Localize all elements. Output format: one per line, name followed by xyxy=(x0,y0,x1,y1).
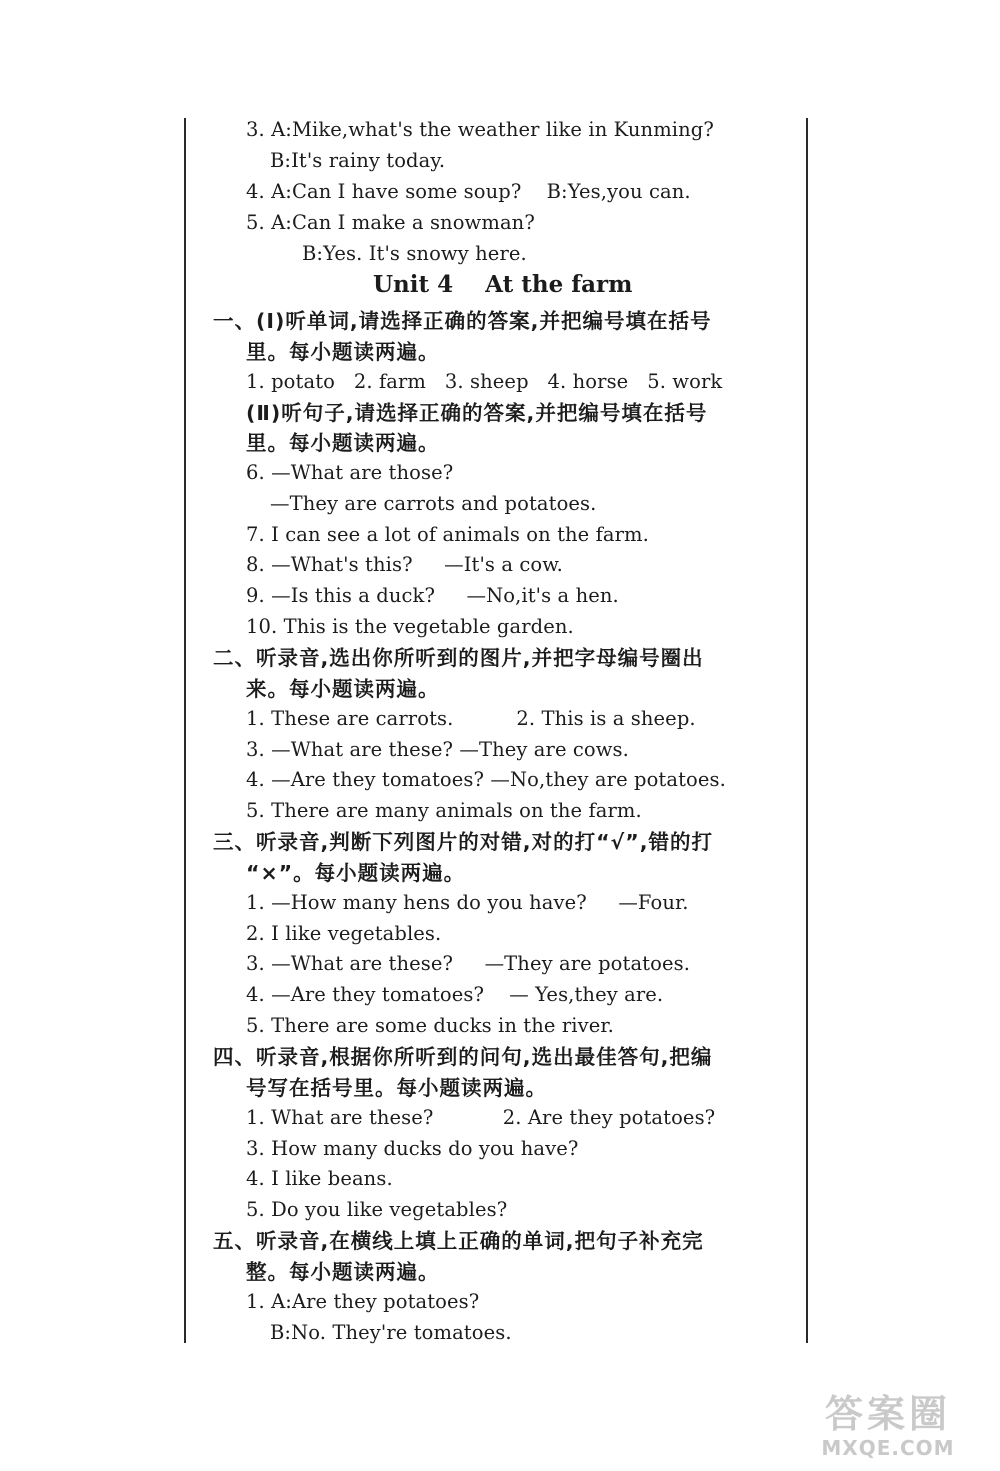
part1-heading-cont: 里。每小题读两遍。 xyxy=(246,340,440,364)
watermark-logo-text: 答案圈 xyxy=(824,1392,951,1436)
prev-dialogue-3a: 3. A:Mike,what's the weather like in Kunming? xyxy=(246,118,714,141)
part4-item-3: 3. How many ducks do you have? xyxy=(246,1137,579,1160)
part5-heading: 五、听录音,在横线上填上正确的单词,把句子补充完 xyxy=(213,1229,704,1253)
part2-item-5: 5. There are many animals on the farm. xyxy=(246,799,642,822)
left-margin-rule xyxy=(184,118,186,1343)
part2-heading-cont: 来。每小题读两遍。 xyxy=(246,677,440,701)
part2-item-3: 3. —What are these? —They are cows. xyxy=(246,738,629,761)
part1-item-7: 7. I can see a lot of animals on the farm. xyxy=(246,523,649,546)
part3-heading-cont: “×”。每小题读两遍。 xyxy=(246,861,466,885)
part1-item-10: 10. This is the vegetable garden. xyxy=(246,615,574,638)
part1-item-6b: —They are carrots and potatoes. xyxy=(270,492,597,515)
unit-title: Unit 4 At the farm xyxy=(373,271,633,298)
part1-heading: 一、(Ⅰ)听单词,请选择正确的答案,并把编号填在括号 xyxy=(213,309,712,333)
part1-item-8: 8. —What's this? —It's a cow. xyxy=(246,553,563,576)
part5-item-1b: B:No. They're tomatoes. xyxy=(270,1321,512,1344)
part3-item-5: 5. There are some ducks in the river. xyxy=(246,1014,614,1037)
part1-item-6a: 6. —What are those? xyxy=(246,461,454,484)
part4-heading-cont: 号写在括号里。每小题读两遍。 xyxy=(246,1076,547,1100)
part3-item-4: 4. —Are they tomatoes? — Yes,they are. xyxy=(246,983,664,1006)
prev-dialogue-5b: B:Yes. It's snowy here. xyxy=(302,242,527,265)
part3-item-3: 3. —What are these? —They are potatoes. xyxy=(246,952,690,975)
part4-item-5: 5. Do you like vegetables? xyxy=(246,1198,508,1221)
part1-sub-heading: (Ⅱ)听句子,请选择正确的答案,并把编号填在括号 xyxy=(246,401,708,425)
watermark-url: MXQE.COM xyxy=(821,1436,955,1460)
prev-dialogue-3b: B:It's rainy today. xyxy=(270,149,446,172)
part4-item-1: 1. What are these? 2. Are they potatoes? xyxy=(246,1106,716,1129)
part2-item-4: 4. —Are they tomatoes? —No,they are potatoes. xyxy=(246,768,726,791)
part2-heading: 二、听录音,选出你所听到的图片,并把字母编号圈出 xyxy=(213,646,704,670)
part1-item-9: 9. —Is this a duck? —No,it's a hen. xyxy=(246,584,619,607)
part2-item-1: 1. These are carrots. 2. This is a sheep. xyxy=(246,707,696,730)
prev-dialogue-5a: 5. A:Can I make a snowman? xyxy=(246,211,535,234)
part3-item-1: 1. —How many hens do you have? —Four. xyxy=(246,891,689,914)
part4-item-4: 4. I like beans. xyxy=(246,1167,393,1190)
part5-heading-cont: 整。每小题读两遍。 xyxy=(246,1260,440,1284)
part1-word-list: 1. potato 2. farm 3. sheep 4. horse 5. work xyxy=(246,370,723,393)
watermark xyxy=(788,1392,988,1460)
part1-sub-heading-cont: 里。每小题读两遍。 xyxy=(246,431,440,455)
part5-item-1a: 1. A:Are they potatoes? xyxy=(246,1290,480,1313)
part4-heading: 四、听录音,根据你所听到的问句,选出最佳答句,把编 xyxy=(213,1045,713,1069)
prev-dialogue-4: 4. A:Can I have some soup? B:Yes,you can. xyxy=(246,180,691,203)
part3-item-2: 2. I like vegetables. xyxy=(246,922,442,945)
part3-heading: 三、听录音,判断下列图片的对错,对的打“√”,错的打 xyxy=(213,830,713,854)
right-margin-rule xyxy=(806,118,808,1343)
